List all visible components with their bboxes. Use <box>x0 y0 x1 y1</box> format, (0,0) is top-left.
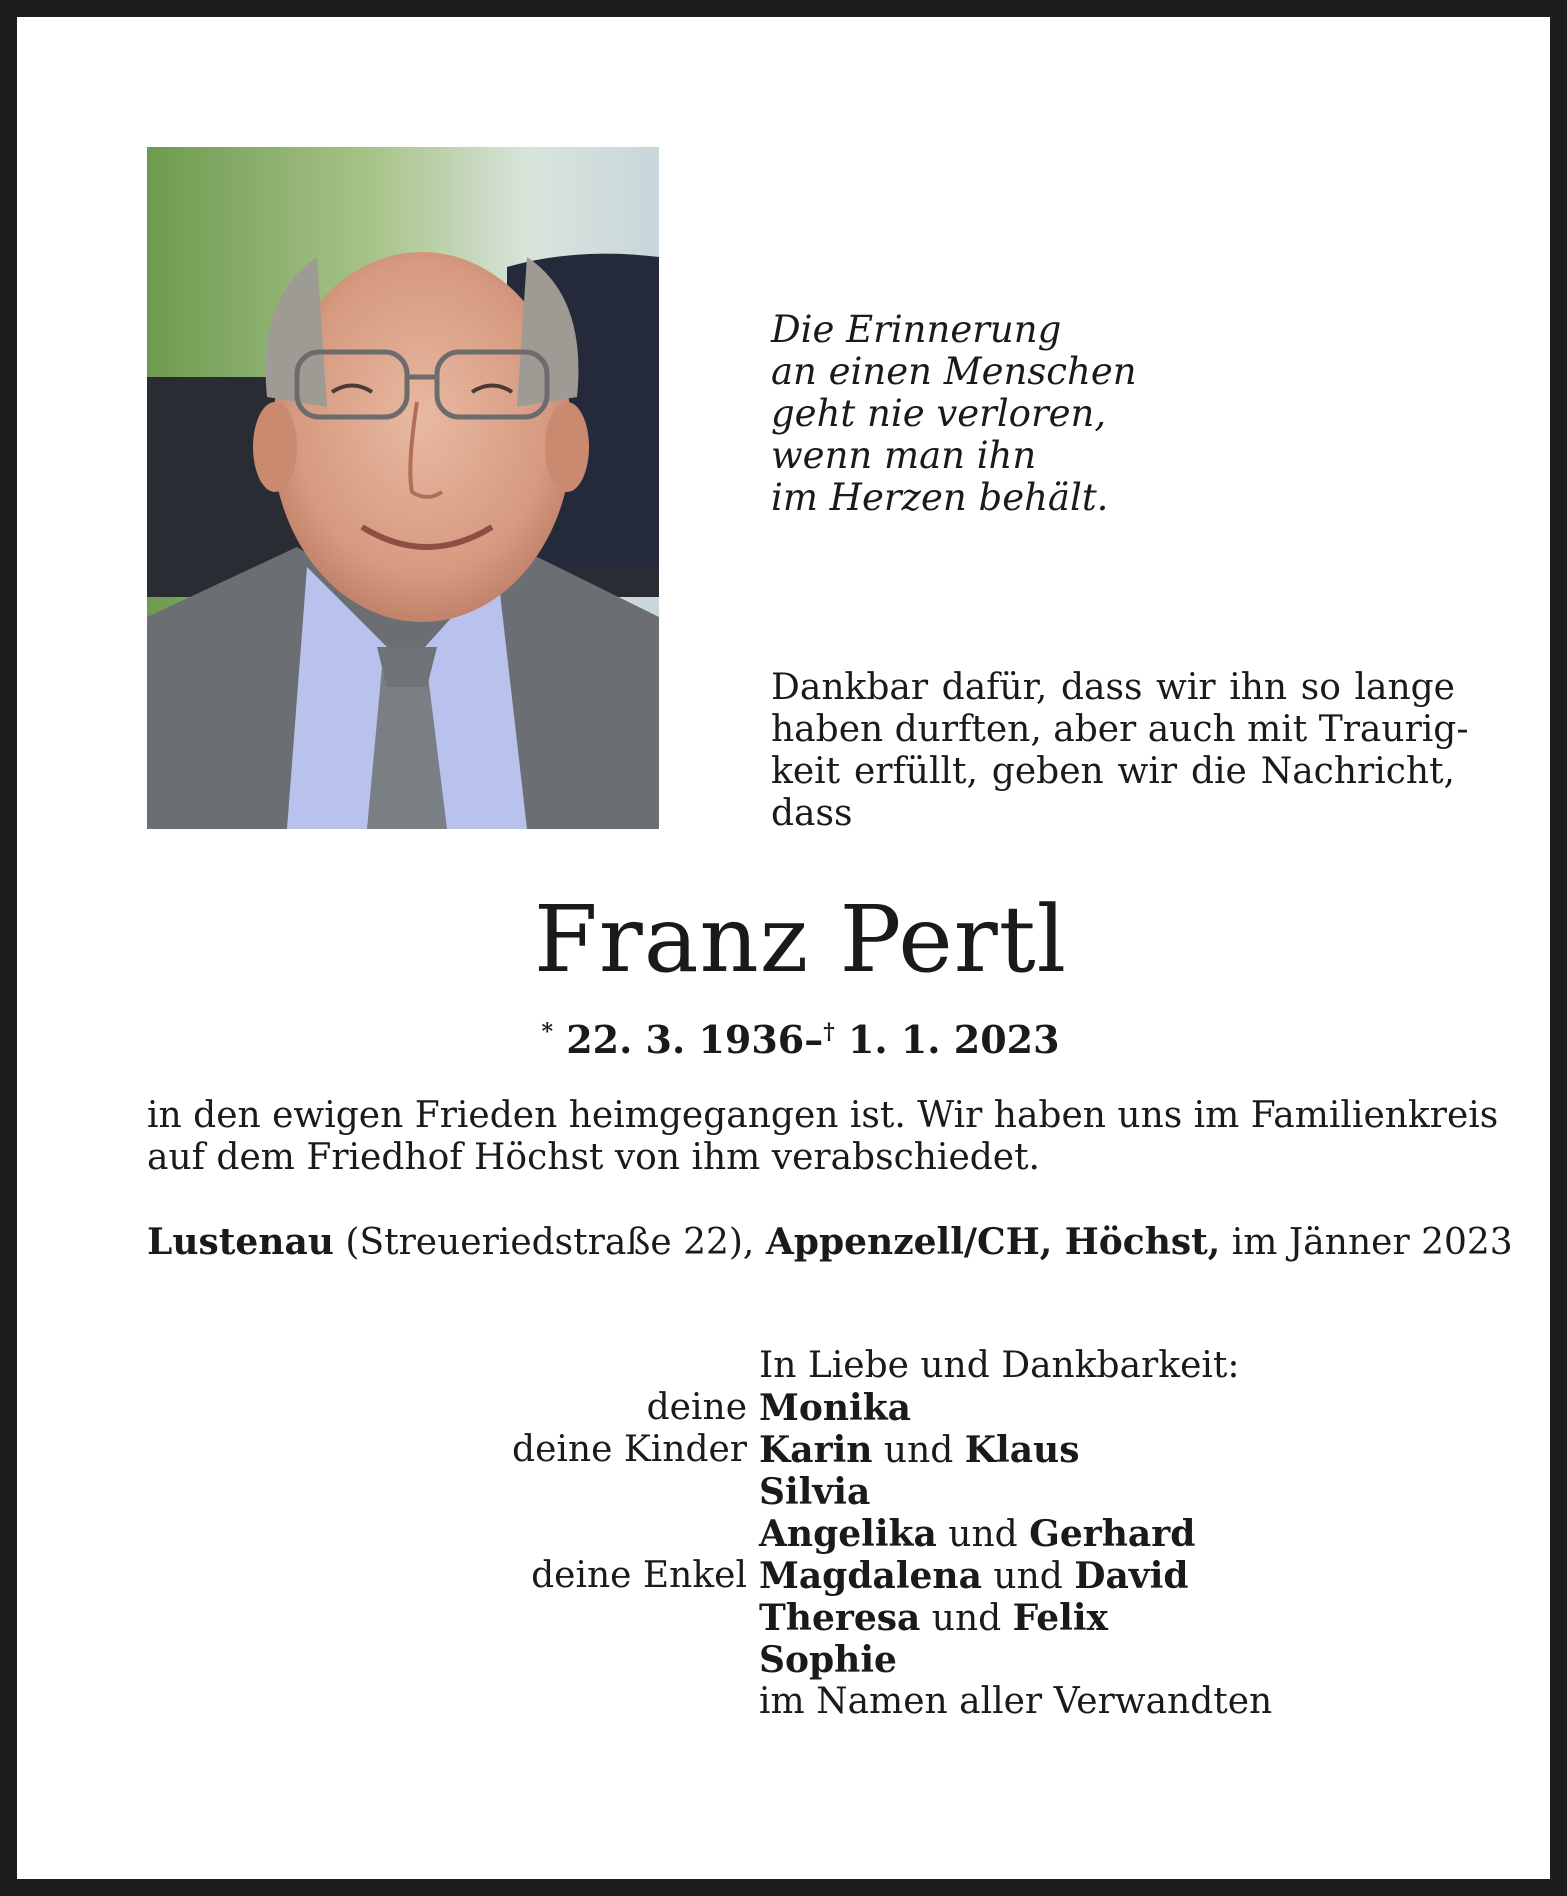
family-names <box>759 1429 1079 1471</box>
family-names <box>759 1555 1189 1597</box>
family-relation <box>317 1471 759 1513</box>
birth-date: 22. 3. 1936 <box>566 1017 805 1062</box>
intro-line: keit erfüllt, geben wir die Nachricht, <box>771 751 1455 792</box>
family-row <box>317 1429 1317 1471</box>
family-relation: deine Enkel <box>531 1555 747 1596</box>
place-town: Lustenau <box>147 1221 334 1263</box>
life-dates <box>17 1009 1567 1063</box>
family-connector: und <box>872 1430 965 1471</box>
quote-line: wenn man ihn <box>771 434 1037 477</box>
family-connector: im Namen aller Verwandten <box>759 1681 1273 1722</box>
family-member-name: Klaus <box>964 1429 1080 1471</box>
family-relation: deine <box>646 1387 747 1428</box>
intro-line: Dankbar dafür, dass wir ihn so lange <box>771 667 1455 708</box>
announcement-line: auf dem Friedhof Höchst von ihm verabschiedet. <box>147 1137 1041 1178</box>
intro-line: haben durften, aber auch mit Traurig- <box>771 709 1469 750</box>
family-connector: und <box>936 1514 1030 1555</box>
family-names <box>759 1513 1195 1555</box>
portrait-illustration <box>147 147 659 829</box>
quote-line: an einen Menschen <box>771 350 1137 393</box>
family-relation: deine Kinder <box>512 1429 747 1470</box>
family-relation <box>317 1513 759 1555</box>
intro-paragraph <box>771 667 1469 835</box>
quote-line: Die Erinnerung <box>771 308 1062 351</box>
family-names <box>759 1387 911 1429</box>
family-names <box>759 1681 1272 1723</box>
family-row <box>317 1555 1317 1597</box>
announcement-text <box>147 1095 1499 1179</box>
family-connector: und <box>920 1598 1013 1639</box>
family-member-name: Gerhard <box>1029 1513 1196 1555</box>
quote-line: geht nie verloren, <box>771 392 1107 435</box>
place-address: (Streueriedstraße 22), <box>345 1222 755 1263</box>
family-row <box>317 1681 1317 1723</box>
family-names <box>759 1597 1108 1639</box>
family-heading: In Liebe und Dankbarkeit: <box>759 1345 1240 1386</box>
family-names <box>759 1639 897 1681</box>
family-member-name: Silvia <box>759 1471 871 1513</box>
date-dash: – <box>804 1017 824 1062</box>
quote-line: im Herzen behält. <box>771 476 1109 519</box>
family-member-name: Theresa <box>759 1597 921 1639</box>
deceased-name: Franz Pertl <box>533 886 1068 993</box>
portrait-photo <box>147 147 659 829</box>
place-date-line <box>147 1221 1513 1264</box>
family-heading-row <box>317 1345 1317 1387</box>
family-relation <box>317 1597 759 1639</box>
family-row <box>317 1387 1317 1429</box>
family-relation <box>317 1639 759 1681</box>
death-cross-icon: † <box>823 1019 835 1045</box>
family-member-name: Monika <box>759 1387 911 1429</box>
family-row <box>317 1639 1317 1681</box>
family-signatures <box>317 1345 1317 1723</box>
family-row <box>317 1597 1317 1639</box>
place-date: im Jänner 2023 <box>1231 1222 1513 1263</box>
family-relation <box>317 1681 759 1723</box>
family-member-name: Sophie <box>759 1639 897 1681</box>
death-date: 1. 1. 2023 <box>847 1017 1060 1062</box>
intro-line: dass <box>771 793 853 834</box>
family-row <box>317 1513 1317 1555</box>
family-member-name: Karin <box>759 1429 873 1471</box>
family-member-name: Angelika <box>759 1513 937 1555</box>
family-row <box>317 1471 1317 1513</box>
family-member-name: Magdalena <box>759 1555 982 1597</box>
family-member-name: David <box>1074 1555 1189 1597</box>
place-others: Appenzell/CH, Höchst, <box>765 1221 1221 1263</box>
family-names <box>759 1471 870 1513</box>
birth-star-icon: * <box>541 1019 553 1045</box>
family-member-name: Felix <box>1012 1597 1108 1639</box>
memorial-quote <box>771 309 1137 519</box>
family-connector: und <box>981 1556 1075 1597</box>
announcement-line: in den ewigen Frieden heimgegangen ist. Wir haben uns im Familienkreis <box>147 1095 1499 1136</box>
